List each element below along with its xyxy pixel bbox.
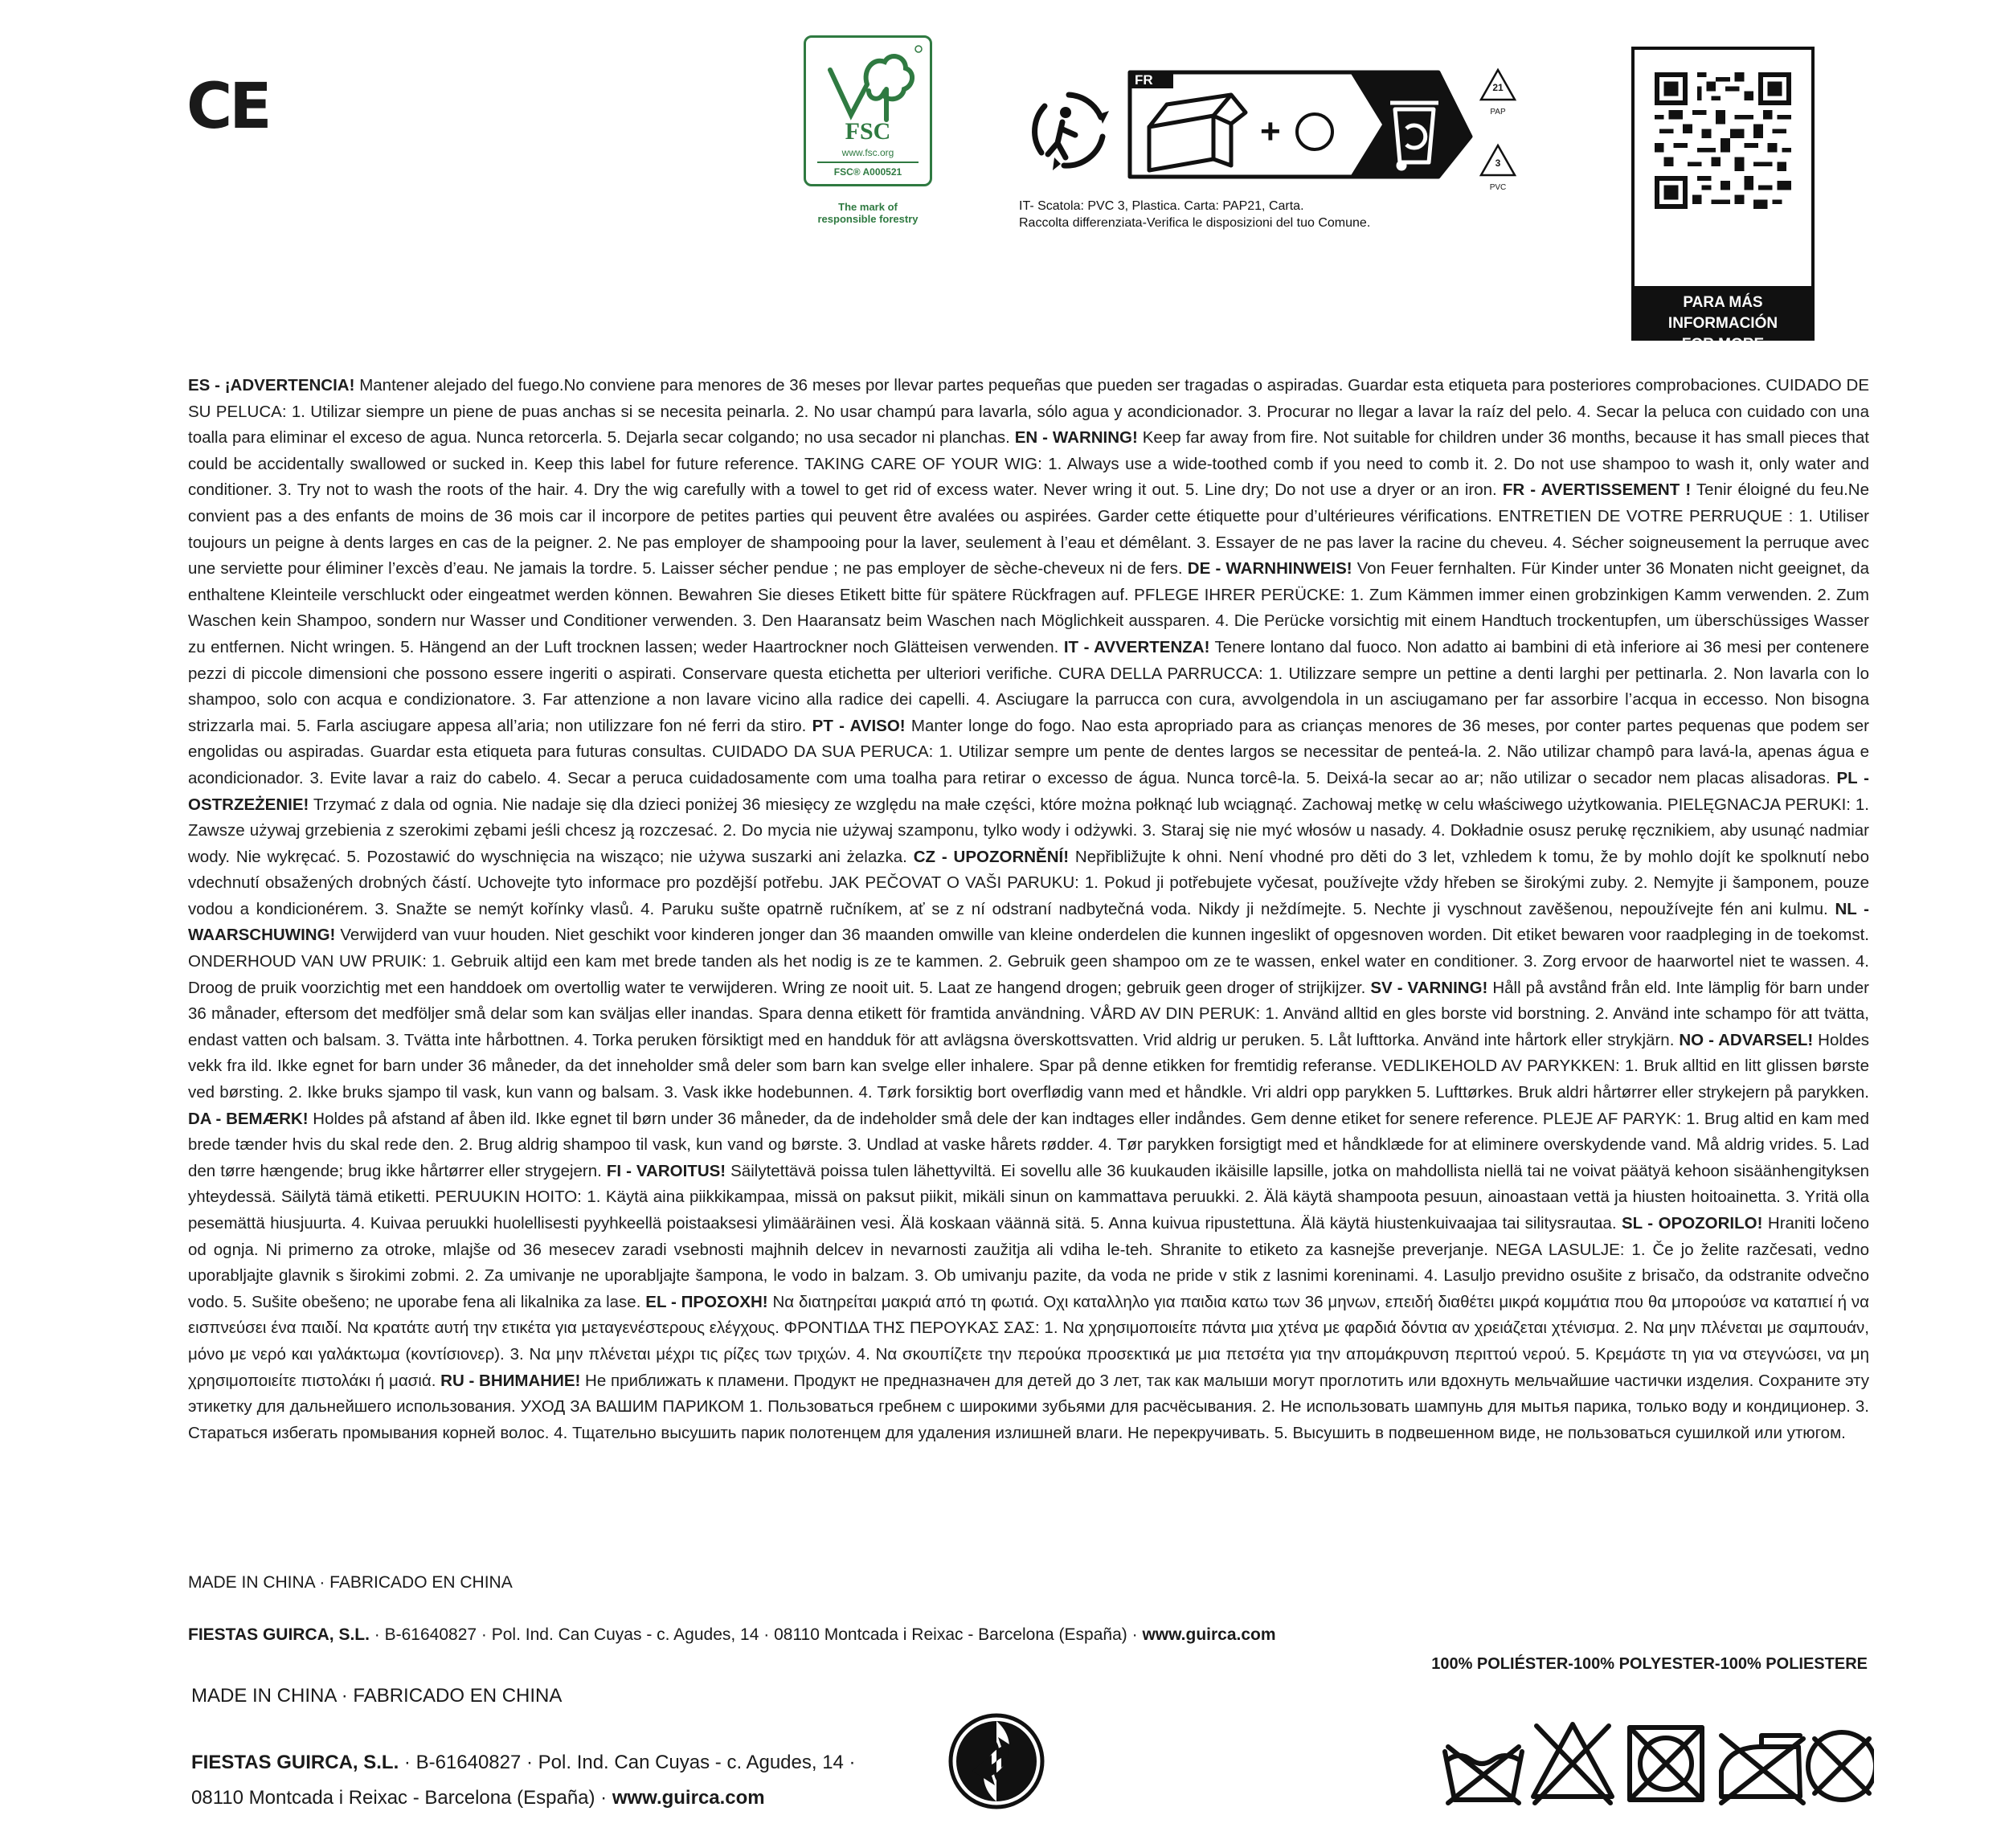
warning-label-ru: RU - ВНИМАНИЕ! — [440, 1371, 581, 1390]
fsc-logo — [804, 35, 932, 186]
pap-code: 21 — [1492, 82, 1504, 93]
made-in-text: MADE IN CHINA · FABRICADO EN CHINA — [188, 1573, 513, 1592]
warning-text-no: Holdes vekk fra ild. Ikke egnet for barn under 36 måneder, da det inneholder små deler som barn kan svelge eller inhalere. Spar på denne etikken for fremtidig referanse. VEDLIKEHOLD AV PARYKKEN: 1. Bruk alltid en litt glissen børste ved børsting. 2. Ikke bruks sjampo til vask, kun vann og balsam. 3. Vask ikke hodebunnen. 4. Tørk forsiktig bort overflødig vann med et håndkle. Vri aldri opp parykken 5. Lufttørkes. Bruk aldri hårtørrer eller strykejern på parykken. — [188, 1030, 1869, 1102]
warning-label-cz: CZ - UPOZORNĚNÍ! — [913, 847, 1070, 866]
company-website-link-large[interactable]: www.guirca.com — [612, 1787, 765, 1809]
green-dot-icon — [948, 1713, 1045, 1809]
pap-badge — [1479, 67, 1517, 132]
fsc-tagline — [778, 201, 958, 225]
do-not-wash-icon — [1445, 1747, 1522, 1803]
do-not-bleach-icon — [1533, 1724, 1612, 1803]
warning-label-fi: FI - VAROITUS! — [606, 1161, 726, 1180]
qr-caption-line-1: PARA MÁS INFORMACIÓN — [1667, 294, 1778, 332]
country-code: FR — [1135, 72, 1153, 88]
warning-label-fr: FR - AVERTISSEMENT ! — [1502, 480, 1692, 500]
warning-label-pl: PL - OSTRZEŻENIE! — [188, 768, 1869, 814]
warning-text-sl: Hraniti ločeno od ognja. Ni primerno za otroke, mlajše od 36 mesecev zaradi vsebnosti majhnih delcev in nevarnosti zaužitja ali vdiha le-teh. Shranite to etiketo za kasnejše preverjanje. NEGA LASULJE: 1. Če jo želite razčesati, vedno uporabljajte glavnik s širokimi zobmi. 2. Za umivanje ne uporabljajte šampona, le vodo in balzam. 3. Ob umivanju pazite, da voda ne pride v stik z lasnimi koreninami. 4. Lasuljo previdno osušite z brisačo, da odstranite odvečno vodo. 5. Sušite obešeno; ne uporabe fena ali likalnika za lase. — [188, 1214, 1870, 1311]
qr-code[interactable] — [1655, 72, 1791, 209]
fsc-logo-text: FSC — [845, 118, 891, 145]
warning-label-da: DA - BEMÆRK! — [188, 1109, 309, 1128]
warning-label-el: EL - ΠΡΟΣΟΧΗ! — [645, 1292, 768, 1311]
warning-label-sv: SV - VARNING! — [1370, 978, 1488, 997]
do-not-tumble-dry-icon — [1630, 1727, 1702, 1800]
care-symbols — [1440, 1719, 1874, 1808]
warning-label-it: IT - AVVERTENZA! — [1063, 637, 1210, 656]
pvc-label: PVC — [1489, 183, 1507, 192]
fsc-licence: FSC® A000521 — [833, 166, 902, 178]
warning-text-de: Von Feuer fernhalten. Für Kinder unter 36 Monaten nicht geeignet, da enthaltene Kleinteile verschluckt oder eingeatmet werden können. Bewahren Sie dieses Etikett bitte für spätere Rückfragen auf. PFLEGE IHRER PERÜCKE: 1. Zum Kämmen immer einen grobzinkigen Kamm verwenden. 2. Zum Waschen kein Shampoo, sondern nur Wasser und Conditioner verwenden. 3. Den Haaransatz beim Waschen nach Möglichkeit aussparen. 4. Die Perücke vorsichtig mit einem Handtuch trockentupfen, um überschüssiges Wasser zu entfernen. Nicht wringen. 5. Hängend an der Luft trocknen lassen; weder Haartrockner noch Glätteisen verwenden. — [188, 559, 1869, 656]
warning-label-en: EN - WARNING! — [1014, 428, 1138, 448]
company-info-large — [191, 1745, 914, 1816]
pvc-code: 3 — [1495, 157, 1501, 169]
fsc-tagline-2: responsible forestry — [817, 213, 919, 225]
warning-label-pt: PT - AVISO! — [812, 716, 906, 735]
fsc-divider — [817, 161, 919, 163]
made-in-text-large: MADE IN CHINA · FABRICADO EN CHINA — [191, 1685, 563, 1707]
recycling-panel — [1013, 56, 1479, 189]
warning-label-es: ES - ¡ADVERTENCIA! — [188, 376, 355, 395]
warning-text-ru: Не приближать к пламени. Продукт не предназначен для детей до 3 лет, так как малыши могут проглотить или вдохнуть мельчайшие частички изделия. Сохраните эту этикетку для дальнейшего использования. УХОД ЗА ВАШИМ ПАРИКОМ 1. Пользоваться гребнем с широкими зубьями для расчёсывания. 2. Не использовать шампунь для мытья парика, только воду и кондиционер. 3. Стараться избегать промывания корней волос. 4. Тщательно высушить парик полотенцем для удаления излишней влаги. Не перекручивать. 5. Высушить в подвешенном виде, не пользоваться сушилкой или утюгом. — [188, 1371, 1870, 1442]
warning-text-sv: Håll på avstånd från eld. Inte lämplig för barn under 36 månader, eftersom det medföljer små delar som kan sväljas eller inandas. Spara denna etikett för framtida användning. VÅRD AV DIN PERUK: 1. Använd alltid en gles borste vid borstning. 2. Använd inte schampo för att tvätta, endast vatten och balsam. 3. Tvätta inte hårbottnen. 4. Torka peruken försiktigt med en handduk för att avlägsna överskottsvatten. Vrid aldrig ur peruken. 5. Låt lufttorka. Använd inte hårtork eller strykjärn. — [188, 978, 1869, 1049]
company-website-link[interactable]: www.guirca.com — [1142, 1625, 1276, 1644]
recycling-note-line-2: Raccolta differenziata-Verifica le disposizioni del tuo Comune. — [1019, 216, 1371, 230]
ce-mark-icon: CE — [186, 71, 269, 143]
pap-label: PAP — [1490, 108, 1506, 117]
company-address: · B-61640827 · Pol. Ind. Can Cuyas - c. Agudes, 14 · 08110 Montcada i Reixac - Barcelona (España) · — [369, 1625, 1143, 1644]
company-name-large: FIESTAS GUIRCA, S.L. — [191, 1752, 399, 1773]
recycle-person-icon — [1035, 95, 1103, 166]
qr-caption-line-2: FOR MORE INFORMATION — [1669, 336, 1777, 374]
warning-label-nl: NL - WAARSCHUWING! — [188, 899, 1869, 945]
recycling-note-line-1: IT- Scatola: PVC 3, Plastica. Carta: PAP21, Carta. — [1019, 199, 1304, 213]
material-composition: 100% POLIÉSTER-100% POLYESTER-100% POLIESTERE — [1431, 1655, 1868, 1673]
warning-text-it: Tenere lontano dal fuoco. Non adatto ai bambini di età inferiore ai 36 mesi per contenere pezzi di piccole dimensioni che possono essere ingeriti o aspirati. Conservare questa etichetta per ulteriori verifiche. CURA DELLA PARRUCCA: 1. Utilizzare sempre un pettine a denti larghi per pettinarla. 2. Non lavarla con lo shampoo, solo con acqua e condizionatore. 3. Far attenzione a non lavare vicino alla radice dei capelli. 4. Asciugare la parrucca con cura, avvolgendola in un asciugamano per far assorbire l’acqua in eccesso. Non bisogna strizzarla mai. 5. Farla asciugare appesa all’aria; non utilizzare fon né ferri da stiro. — [188, 637, 1869, 735]
warning-label-sl: SL - OPOZORILO! — [1622, 1214, 1763, 1233]
company-name: FIESTAS GUIRCA, S.L. — [188, 1625, 370, 1644]
do-not-iron-icon — [1721, 1736, 1803, 1803]
company-info — [188, 1625, 1276, 1645]
warning-text-pt: Manter longe do fogo. Nao esta apropriado para as crianças menores de 36 meses, por conter partes pequenas que podem ser engolidas ou aspiradas. Guardar esta etiqueta para futuras consultas. CUIDADO DA SUA PERUCA: 1. Utilizar sempre um pente de dentes largos se necessitar de penteá-la. 2. Não utilizar champô para lavá-la, apenas água e acondicionador. 3. Evite lavar a raiz do cabelo. 4. Secar a peruca cuidadosamente com uma toalha para retirar o excesso de água. Nunca torcê-la. 5. Deixá-la secar ao ar; não utilizar o secador nem placas alisadoras. — [188, 716, 1869, 787]
company-address-large-1: · B-61640827 · Pol. Ind. Can Cuyas - c. Agudes, 14 · — [399, 1752, 856, 1773]
warning-text-fr: Tenir éloigné du feu.Ne convient pas a des enfants de moins de 36 mois car il incorpore de petites parties qui peuvent être avalées ou aspirées. Garder cette étiquette pour d’ultérieures vérifications. ENTRETIEN DE VOTRE PERRUQUE : 1. Utiliser toujours un peigne à dents larges en cas de la peigner. 2. Ne pas employer de shampooing pour la laver, seulement à l’eau et démêlant. 3. Essayer de ne pas laver la racine du cheveu. 4. Sécher soigneusement la perruque avec une serviette pour éliminer l’excès d’eau. Ne jamais la tordre. 5. Laisser sécher pendue ; ne pas employer de sèche-cheveux ni de fers. — [188, 480, 1869, 579]
fsc-tagline-1: The mark of — [838, 201, 898, 213]
qr-caption — [1631, 286, 1815, 374]
company-address-large-2: 08110 Montcada i Reixac - Barcelona (España) · — [191, 1787, 612, 1809]
safety-warnings — [188, 373, 1869, 1446]
warning-label-de: DE - WARNHINWEIS! — [1187, 559, 1352, 579]
warning-text-es: Mantener alejado del fuego.No conviene para menores de 36 meses por llevar partes pequeñas que pueden ser tragadas o aspiradas. Guardar esta etiqueta para posteriores comprobaciones. CUIDADO DE SU PELUCA: 1. Utilizar siempre un piene de puas anchas si se necesita peinarla. 2. No usar champú para lavarla, sólo agua y acondicionador. 3. Procurar no llegar a lavar la raíz del pelo. 4. Secar la peluca con cuidado con una toalla para eliminar el exceso de agua. Nunca retorcerla. 5. Dejarla secar colgando; no usa secador ni planchas. — [188, 376, 1869, 448]
do-not-dry-clean-icon — [1808, 1732, 1874, 1800]
warning-text-da: Holdes på afstand af åben ild. Ikke egnet til børn under 36 måneder, da de indeholder små dele der kan indtages eller indåndes. Gem denne etiket for senere reference. PLEJE AF PARYK: 1. Brug altid en kam med brede tænder hvis du skal rede den. 2. Brug aldrig shampoo til vask, kun vand og børste. 3. Undlad at vaske hårets rødder. 4. Tør parykken forsigtigt med et håndklæde for at eliminere overskydende vand. Må aldrig vrides. 5. Lad den tørre hængende; brug ikke hårtørrer eller strygejern. — [188, 1109, 1869, 1180]
warning-text-nl: Verwijderd van vuur houden. Niet geschikt voor kinderen jonger dan 36 maanden omwille van kleine onderdelen die kunnen ingeslikt of opgesnoven worden. Dit etiket bewaren voor raadpleging in de toekomst. ONDERHOUD VAN UW PRUIK: 1. Gebruik altijd een kam met brede tanden als het nodig is ze te kammen. 2. Gebruik geen shampoo om ze te wassen, enkel water en conditioner. 3. Zorg ervoor de haarwortel niet te wassen. 4. Droog de pruik voorzichtig met een handdoek om overtollig water te verwijderen. Wring ze nooit uit. 5. Laat ze hangend drogen; gebruik geen droger of strijkijzer. — [188, 926, 1869, 997]
warning-text-el: Να διατηρείται μακριά από τη φωτιά. Οχι καταλληλο για παιδια κατω των 36 μηνων, επειδή διαθέτει μικρά κομμάτια που θα μπορούσε να καταπιεί ή να εισπνεύσει ένα παιδί. Να κρατάτε αυτή την ετικέτα για μεταγενέστερους ελέγχους. ΦΡΟΝΤΙΔΑ ΤΗΣ ΠΕΡΟΥΚΑΣ ΣΑΣ: 1. Να χρησιμοποιείτε πάντα μια χτένα με φαρδιά δόντια αν χρειάζεται χτένισμα. 2. Να μην πλένεται με σαμπουάν, μόνο με νερό και γαλάκτωμα (κοντίσιονερ). 3. Να μην πλένεται μέχρι τις ρίζες των τριχών. 4. Να σκουπίζετε την περούκα προσεκτικά με μια πετσέτα για την απομάκρυνση περιττού νερού. 5. Κρεμάστε τη για να στεγνώσει, να μη χρησιμοποιείτε πιστολάκι ή μασιά. — [188, 1292, 1869, 1390]
warning-text-en: Keep far away from fire. Not suitable for children under 36 months, because it has small pieces that could be accidentally swallowed or sucked in. Keep this label for future reference. TAKING CARE OF YOUR WIG: 1. Always use a wide-toothed comb if you need to comb it. 2. Do not use shampoo to wash it, only water and conditioner. 3. Try not to wash the roots of the hair. 4. Dry the wig carefully with a towel to get rid of excess water. Never wring it out. 5. Line dry; Do not use a dryer or an iron. — [188, 428, 1869, 500]
pvc-badge — [1479, 143, 1517, 207]
warning-text-pl: Trzymać z dala od ognia. Nie nadaje się dla dzieci poniżej 36 miesięcy ze względu na małe części, które można połknąć lub wciągnąć. Zachowaj metkę w celu właściwego użytkowania. PIELĘGNACJA PERUKI: 1. Zawsze używaj grzebienia z szerokimi zębami jeśli chcesz ją rozczesać. 2. Do mycia nie używaj szamponu, tylko wody i odżywki. 3. Staraj się nie myć włosów u nasady. 4. Dokładnie osusz perukę ręcznikiem, aby usunąć nadmiar wody. Nie wykręcać. 5. Pozostawić do wyschnięcia na wisząco; nie używa suszarki ani żelazka. — [188, 795, 1869, 866]
svg-text:+: + — [1260, 112, 1281, 151]
recycling-note — [1019, 198, 1370, 231]
warning-label-no: NO - ADVARSEL! — [1679, 1030, 1814, 1049]
box-icon — [1149, 95, 1246, 170]
warning-text-cz: Nepřibližujte k ohni. Není vhodné pro děti do 3 let, vzhledem k tomu, že by mohlo dojít ke spolknutí nebo vdechnutí obsažených drobných částí. Uchovejte tyto informace pro pozdější potřebu. JAK PEČOVAT O VAŠI PARUKU: 1. Pokud ji potřebujete vyčesat, používejte vždy hřeben se širokými zuby. 2. Nemyjte ji šamponem, pouze vodou a kondicionérem. 3. Snažte se nemýt kořínky vlasů. 4. Paruku sušte opatrně ručníkem, ať se z ní odstraní nadbytečná voda. Nikdy ji neždímejte. 5. Nechte ji vyschnout zavěšenou, nepoužívejte fén ani kulmu. — [188, 847, 1870, 918]
fsc-site: www.fsc.org — [841, 147, 894, 158]
warning-text-fi: Säilytettävä poissa tulen lähettyviltä. Ei sovellu alle 36 kuukauden ikäisille lapsille, jotka on mahdollista niellä tai ne voivat päätyä kehoon sisäänhengityksen yhteydessä. Säilytä tämä etiketti. PERUUKIN HOITO: 1. Käytä aina piikkikampaa, missä on paksut piikit, mikäli sinun on kammattava peruukki. 2. Älä käytä shampoota pesuun, ainoastaan vettä ja hiusten hoitoainetta. 3. Yritä olla pesemättä hiusjuurta. 4. Kuivaa peruukki huolellisesti pyyhkeellä poistaaksesi ylimääräinen vesi. Älä koskaan väännä sitä. 5. Anna kuivua ripustettuna. Älä käytä hiustenkuivaajaa tai silitysrautaa. — [188, 1161, 1869, 1233]
